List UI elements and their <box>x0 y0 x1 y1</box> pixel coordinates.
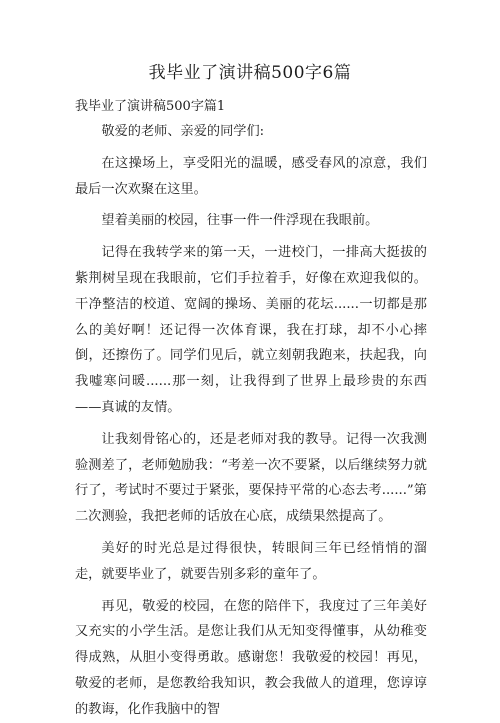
section-heading: 我毕业了演讲稿500字篇1 <box>75 99 226 114</box>
paragraph: 再见，敬爱的校园，在您的陪伴下，我度过了三年美好又充实的小学生活。是您让我们从无知变得懂事，从幼稚变得成熟，从胆小变得勇敢。感谢您！我敬爱的校园！再见，敬爱的老师，是您教给我知识，教会我做人的道理，您谆谆的教诲，化作我脑中的智 <box>75 598 427 717</box>
document-title: 我毕业了演讲稿500字6篇 <box>148 63 352 83</box>
document-body <box>75 113 427 723</box>
paragraph-greeting: 敬爱的老师、亲爱的同学们: <box>101 124 265 139</box>
paragraph: 望着美丽的校园，往事一件一件浮现在我眼前。 <box>101 213 379 229</box>
paragraph: 记得在我转学来的第一天，一进校门，一排高大挺拔的紫荆树呈现在我眼前，它们手拉着手，好像在欢迎我似的。干净整洁的校道、宽阔的操场、美丽的花坛......一切都是那么的美好啊！还记得一次体育课，我在打球，却不小心摔倒，还擦伤了。同学们见后，就立刻朝我跑来，扶起我，向我嘘寒问暖......那一刻，让我得到了世界上最珍贵的东西——真诚的友情。 <box>75 245 427 415</box>
paragraph: 在这操场上，享受阳光的温暖，感受春风的凉意，我们最后一次欢聚在这里。 <box>75 155 427 197</box>
paragraph: 美好的时光总是过得很快，转眼间三年已经悄悄的溜走，就要毕业了，就要告别多彩的童年了。 <box>75 540 427 582</box>
paragraph: 让我刻骨铭心的，还是老师对我的教导。记得一次我测验测差了，老师勉励我：“考差一次不要紧，以后继续努力就行了，考试时不要过于紧张，要保持平常的心态去考......”第二次测验，我把老师的话放在心底，成绩果然提高了。 <box>75 431 427 525</box>
